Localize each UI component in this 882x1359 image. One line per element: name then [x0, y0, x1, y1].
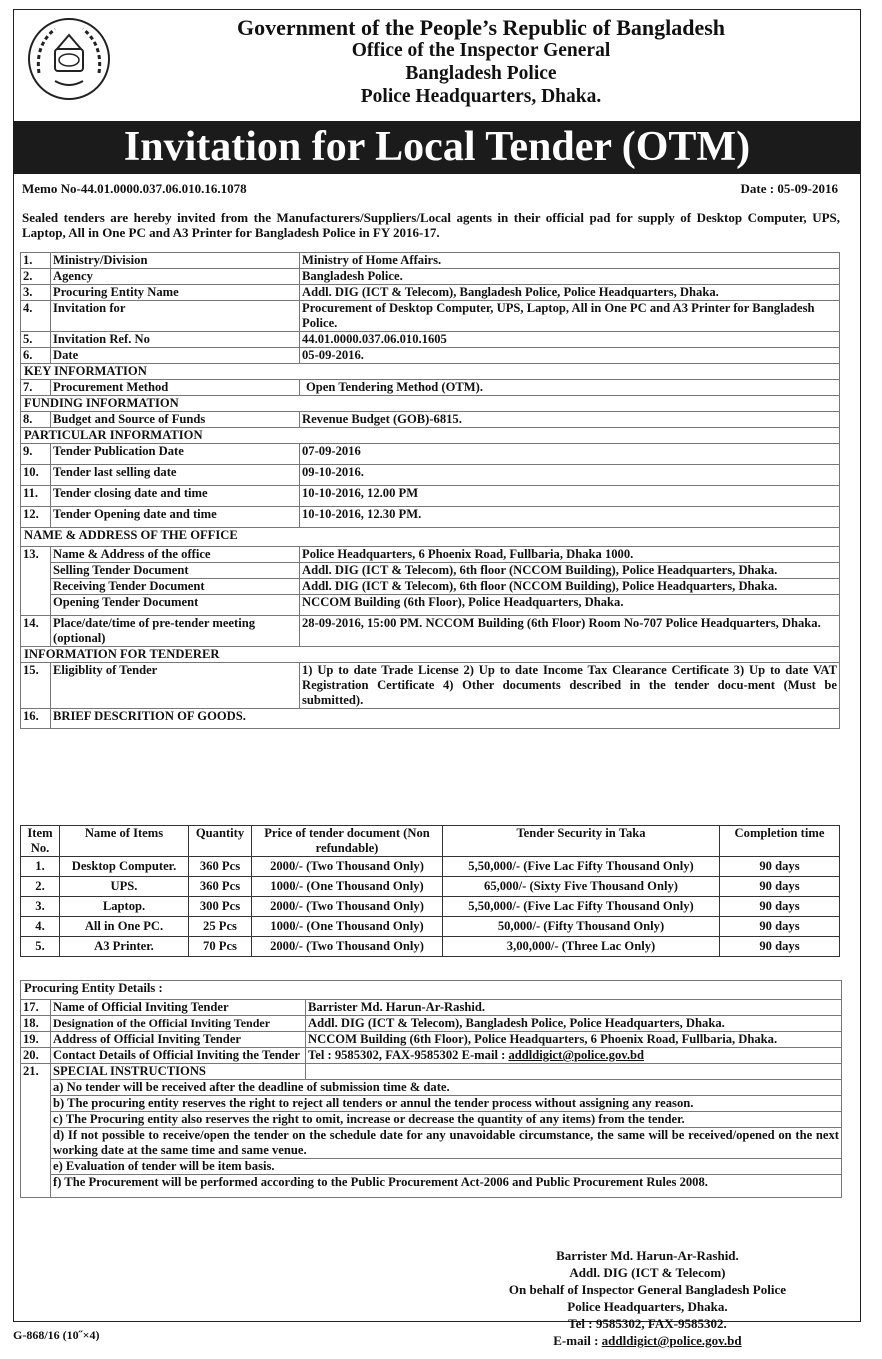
table-row — [21, 563, 840, 579]
row-value: NCCOM Building (6th Floor), Police Headquarters, 6 Phoenix Road, Fullbaria, Dhaka. — [306, 1032, 842, 1048]
instruction-item: e) Evaluation of tender will be item basis. — [51, 1159, 842, 1175]
cell: 90 days — [720, 917, 840, 937]
page-title: Invitation for Local Tender (OTM) — [13, 121, 861, 174]
section-heading-row — [21, 528, 840, 547]
cell: 90 days — [720, 857, 840, 877]
row-label: Receiving Tender Document — [51, 579, 300, 595]
row-number: 8. — [21, 412, 51, 428]
table-row — [21, 301, 840, 332]
cell: UPS. — [60, 877, 189, 897]
instruction-row — [21, 1112, 842, 1128]
row-value: Revenue Budget (GOB)-6815. — [300, 412, 840, 428]
signatory-office: Police Headquarters, Dhaka. — [567, 1299, 728, 1314]
cell: 3. — [21, 897, 60, 917]
cell: Desktop Computer. — [60, 857, 189, 877]
row-value: 28-09-2016, 15:00 PM. NCCOM Building (6th Floor) Room No-707 Police Headquarters, Dhaka. — [300, 616, 840, 647]
cell: 1. — [21, 857, 60, 877]
section-heading-row — [21, 647, 840, 663]
table-row — [21, 285, 840, 301]
table-row — [21, 1064, 842, 1080]
table-row — [21, 465, 840, 486]
row-label: SPECIAL INSTRUCTIONS — [51, 1064, 306, 1080]
instruction-item: f) The Procurement will be performed according to the Public Procurement Act-2006 and Public Procurement Rules 2008. — [51, 1175, 842, 1198]
cell: 90 days — [720, 877, 840, 897]
cell: 50,000/- (Fifty Thousand Only) — [443, 917, 720, 937]
row-label: Tender Opening date and time — [51, 507, 300, 528]
row-label: Eligiblity of Tender — [51, 663, 300, 709]
table-row — [21, 444, 840, 465]
instruction-row — [21, 1080, 842, 1096]
row-value: 1) Up to date Trade License 2) Up to date Income Tax Clearance Certificate 3) Up to date VAT Registration Certificate 4) Other documents described in the tender docu-ment (Must be submitted). — [300, 663, 840, 709]
row-number: 15. — [21, 663, 51, 709]
row-value: Addl. DIG (ICT & Telecom), 6th floor (NCCOM Building), Police Headquarters, Dhaka. — [300, 563, 840, 579]
row-label: Agency — [51, 269, 300, 285]
signatory-email-link[interactable]: addldigict@police.gov.bd — [601, 1333, 742, 1348]
table-row — [21, 253, 840, 269]
table-row — [21, 486, 840, 507]
signature-block — [509, 1247, 786, 1349]
header-police: Bangladesh Police — [405, 63, 557, 84]
row-value: Addl. DIG (ICT & Telecom), 6th floor (NCCOM Building), Police Headquarters, Dhaka. — [300, 579, 840, 595]
row-value: 05-09-2016. — [300, 348, 840, 364]
row-label: Opening Tender Document — [51, 595, 300, 616]
row-number: 18. — [21, 1016, 51, 1032]
row-label: Invitation Ref. No — [51, 332, 300, 348]
row-value: 44.01.0000.037.06.010.1605 — [300, 332, 840, 348]
row-number: 6. — [21, 348, 51, 364]
table-row — [21, 1000, 842, 1016]
column-header: Completion time — [720, 826, 840, 857]
memo-number: Memo No-44.01.0000.037.06.010.16.1078 — [22, 181, 247, 196]
row-value: Addl. DIG (ICT & Telecom), Bangladesh Police, Police Headquarters, Dhaka. — [300, 285, 840, 301]
section-heading: INFORMATION FOR TENDERER — [21, 647, 840, 663]
cell: 5,50,000/- (Five Lac Fifty Thousand Only) — [443, 897, 720, 917]
row-value: Police Headquarters, 6 Phoenix Road, Fullbaria, Dhaka 1000. — [300, 547, 840, 563]
section-heading: PARTICULAR INFORMATION — [21, 428, 840, 444]
row-number: 9. — [21, 444, 51, 465]
row-value: NCCOM Building (6th Floor), Police Headquarters, Dhaka. — [300, 595, 840, 616]
section-heading-row — [21, 364, 840, 380]
goods-header-row — [21, 826, 840, 857]
row-label: Tender Publication Date — [51, 444, 300, 465]
section-heading: NAME & ADDRESS OF THE OFFICE — [21, 528, 840, 547]
cell: 5. — [21, 937, 60, 957]
cell: 360 Pcs — [189, 857, 252, 877]
cell: 65,000/- (Sixty Five Thousand Only) — [443, 877, 720, 897]
cell: A3 Printer. — [60, 937, 189, 957]
contact-text: Tel : 9585302, FAX-9585302 E-mail : — [308, 1048, 509, 1062]
row-number: 16. — [21, 709, 51, 729]
table-row — [21, 877, 840, 897]
signatory-behalf: On behalf of Inspector General Bangladesh Police — [508, 1282, 786, 1297]
row-value: 07-09-2016 — [300, 444, 840, 465]
row-value: Open Tendering Method (OTM). — [300, 380, 840, 396]
column-header: Tender Security in Taka — [443, 826, 720, 857]
column-header: Price of tender document (Non refundable) — [252, 826, 443, 857]
row-label: Selling Tender Document — [51, 563, 300, 579]
table-row — [21, 1048, 842, 1064]
row-number: 3. — [21, 285, 51, 301]
tender-info-table — [20, 252, 840, 729]
cell: 1000/- (One Thousand Only) — [252, 877, 443, 897]
table-row — [21, 595, 840, 616]
police-seal-icon — [25, 15, 113, 103]
row-number: 17. — [21, 1000, 51, 1016]
table-row — [21, 579, 840, 595]
row-value: 10-10-2016, 12.30 PM. — [300, 507, 840, 528]
cell: Laptop. — [60, 897, 189, 917]
row-label: Contact Details of Official Inviting the Tender — [51, 1048, 306, 1064]
signatory-email — [509, 1332, 786, 1349]
row-label: Invitation for — [51, 301, 300, 332]
row-label: Name of Official Inviting Tender — [51, 1000, 306, 1016]
cell: 2000/- (Two Thousand Only) — [252, 937, 443, 957]
section-heading: FUNDING INFORMATION — [21, 396, 840, 412]
cell: 300 Pcs — [189, 897, 252, 917]
instruction-item: c) The Procuring entity also reserves the right to omit, increase or decrease the quantity of any items) from the tender. — [51, 1112, 842, 1128]
row-label: BRIEF DESCRITION OF GOODS. — [51, 709, 840, 729]
row-number: 12. — [21, 507, 51, 528]
cell: 3,00,000/- (Three Lac Only) — [443, 937, 720, 957]
cell: 90 days — [720, 897, 840, 917]
table-row — [21, 380, 840, 396]
column-header: Name of Items — [60, 826, 189, 857]
table-row — [21, 332, 840, 348]
row-number: 13. — [21, 547, 51, 616]
row-label: Procurement Method — [51, 380, 300, 396]
row-label: Tender last selling date — [51, 465, 300, 486]
instruction-row — [21, 1175, 842, 1198]
header-government: Government of the People’s Republic of Bangladesh — [236, 15, 726, 40]
table-row — [21, 616, 840, 647]
cell: 70 Pcs — [189, 937, 252, 957]
signatory-tel: Tel : 9585302, FAX-9585302. — [568, 1316, 727, 1331]
row-value: 09-10-2016. — [300, 465, 840, 486]
row-label: Name & Address of the office — [51, 547, 300, 563]
signatory-name: Barrister Md. Harun-Ar-Rashid. — [556, 1248, 739, 1263]
row-number: 21. — [21, 1064, 51, 1198]
table-row — [21, 917, 840, 937]
row-label: Date — [51, 348, 300, 364]
cell: 2. — [21, 877, 60, 897]
section-heading: KEY INFORMATION — [21, 364, 840, 380]
row-number: 5. — [21, 332, 51, 348]
table-row — [21, 547, 840, 563]
table-row — [21, 937, 840, 957]
cell: 2000/- (Two Thousand Only) — [252, 857, 443, 877]
column-header: Quantity — [189, 826, 252, 857]
column-header: Item No. — [21, 826, 60, 857]
row-number: 2. — [21, 269, 51, 285]
section-heading-row — [21, 396, 840, 412]
row-label: Ministry/Division — [51, 253, 300, 269]
cell: 1000/- (One Thousand Only) — [252, 917, 443, 937]
row-number: 4. — [21, 301, 51, 332]
row-value: Bangladesh Police. — [300, 269, 840, 285]
row-label: Tender closing date and time — [51, 486, 300, 507]
row-label: Procuring Entity Name — [51, 285, 300, 301]
row-number: 20. — [21, 1048, 51, 1064]
instruction-item: b) The procuring entity reserves the right to reject all tenders or annul the tender process without assigning any reason. — [51, 1096, 842, 1112]
instruction-row — [21, 1159, 842, 1175]
intro-paragraph: Sealed tenders are hereby invited from the Manufacturers/Suppliers/Local agents in their official pad for supply of Desktop Computer, UPS, Laptop, All in One PC and A3 Printer for Bangladesh Police in FY 2016-17. — [22, 210, 840, 240]
signatory-designation: Addl. DIG (ICT & Telecom) — [569, 1265, 726, 1280]
row-number: 19. — [21, 1032, 51, 1048]
table-row — [21, 412, 840, 428]
email-label: E-mail : — [553, 1333, 602, 1348]
ad-code: G-868/16 (10˝×4) — [13, 1328, 100, 1342]
row-label: Place/date/time of pre-tender meeting (optional) — [51, 616, 300, 647]
section-heading: Procuring Entity Details : — [21, 981, 842, 1000]
row-number: 1. — [21, 253, 51, 269]
row-label: Designation of the Official Inviting Tender — [51, 1016, 306, 1032]
row-value: Procurement of Desktop Computer, UPS, Laptop, All in One PC and A3 Printer for Bangladesh Police. — [300, 301, 840, 332]
instruction-item: d) If not possible to receive/open the tender on the schedule date for any unavoidable circumstance, the same will be received/opened on the next working date at the same time and same venue. — [51, 1128, 842, 1159]
contact-email-link[interactable]: addldigict@police.gov.bd — [508, 1048, 645, 1062]
row-value — [306, 1048, 842, 1064]
row-number: 11. — [21, 486, 51, 507]
entity-details-table — [20, 980, 842, 1198]
cell: 5,50,000/- (Five Lac Fifty Thousand Only) — [443, 857, 720, 877]
row-value: Barrister Md. Harun-Ar-Rashid. — [306, 1000, 842, 1016]
row-number: 10. — [21, 465, 51, 486]
table-row — [21, 1016, 842, 1032]
cell: 360 Pcs — [189, 877, 252, 897]
instruction-row — [21, 1128, 842, 1159]
row-number: 7. — [21, 380, 51, 396]
row-label: Budget and Source of Funds — [51, 412, 300, 428]
cell: 4. — [21, 917, 60, 937]
table-row — [21, 1032, 842, 1048]
cell: 25 Pcs — [189, 917, 252, 937]
section-heading-row — [21, 428, 840, 444]
table-row — [21, 709, 840, 729]
cell: 90 days — [720, 937, 840, 957]
table-row — [21, 507, 840, 528]
row-value: Addl. DIG (ICT & Telecom), Bangladesh Police, Police Headquarters, Dhaka. — [306, 1016, 842, 1032]
instruction-row — [21, 1096, 842, 1112]
row-value: 10-10-2016, 12.00 PM — [300, 486, 840, 507]
table-row — [21, 897, 840, 917]
table-row — [21, 663, 840, 709]
cell: All in One PC. — [60, 917, 189, 937]
header-hq: Police Headquarters, Dhaka. — [360, 86, 602, 107]
table-row — [21, 857, 840, 877]
cell: 2000/- (Two Thousand Only) — [252, 897, 443, 917]
row-label: Address of Official Inviting Tender — [51, 1032, 306, 1048]
section-heading-row — [21, 981, 842, 1000]
instruction-item: a) No tender will be received after the deadline of submission time & date. — [51, 1080, 842, 1096]
header-office: Office of the Inspector General — [351, 40, 611, 61]
row-number: 14. — [21, 616, 51, 647]
table-row — [21, 348, 840, 364]
memo-date: Date : 05-09-2016 — [740, 181, 838, 196]
table-row — [21, 269, 840, 285]
row-value: Ministry of Home Affairs. — [300, 253, 840, 269]
goods-table — [20, 825, 840, 957]
